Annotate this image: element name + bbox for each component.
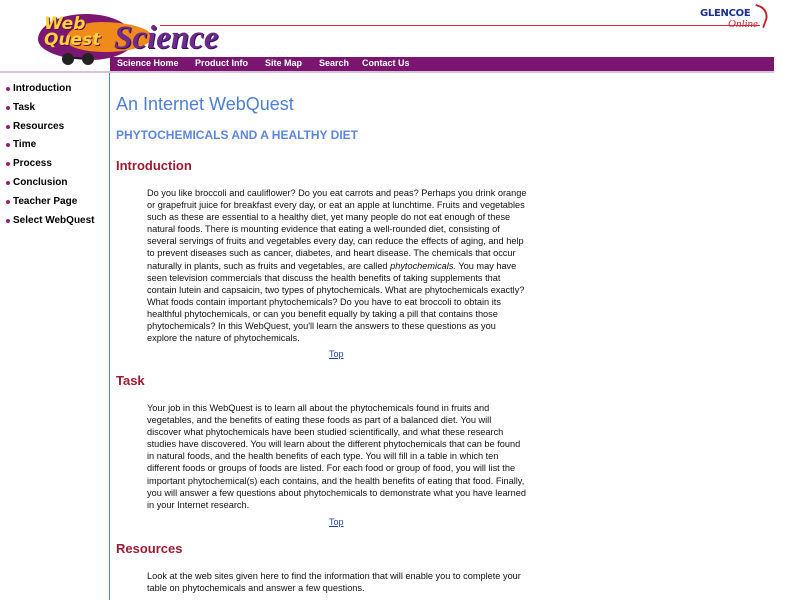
science-logo[interactable]: Science — [114, 20, 219, 56]
bullet-icon — [6, 125, 10, 129]
sidebar-item-resources[interactable] — [0, 118, 108, 137]
bullet-icon — [6, 106, 10, 110]
sidebar-item-conclusion[interactable] — [0, 174, 108, 193]
sidebar-divider — [109, 73, 110, 600]
top-link[interactable]: Top — [329, 349, 344, 359]
sidebar-item-label: Introduction — [13, 83, 72, 94]
introduction-heading: Introduction — [116, 158, 192, 173]
introduction-text-italic: phytochemicals. — [390, 260, 456, 271]
sidebar-item-label: Task — [13, 101, 36, 113]
nav-search[interactable]: Search — [319, 58, 350, 68]
sidebar-item-label: Select WebQuest — [13, 214, 95, 226]
sidebar-item-task[interactable] — [0, 99, 108, 118]
introduction-text-a: Do you like broccoli and cauliflower? Do you eat carrots and peas? Perhaps you drink orange or grapefruit juice for breakfast every day, or eat an apple at lunchtime. Fruits and vegetables such as these are essential to a healthy diet, yet many people do not eat enough of these natural foods. There is mounting evidence that eating a well-rounded diet, consisting of several servings of fruits and vegetables every day, can reduce the effects of aging, and help to prevent diseases such as cancer, diabetes, and heart disease. The chemicals that occur naturally in plants, such as fruits and vegetables, are called — [147, 188, 527, 271]
task-paragraph: Your job in this WebQuest is to learn all about the phytochemicals found in fruits and vegetables, and the benefits of eating these foods as part of a balanced diet. You will discover what phytochemicals have been studied scientifically, and what these research studies have discovered. You will learn about the different phytochemicals that can be found in natural foods, and the health benefits of each type. You will fill in a table in which ten different foods or groups of foods are listed. For each food or group of food, you will list the important phytochemical(s) each contains, and the health benefits of eating that food. Finally, you will answer a few questions about phytochemicals to demonstrate what you have learned in your Internet research. — [147, 403, 526, 510]
sidebar-item-label: Resources — [13, 120, 65, 132]
sidebar-item-label: Process — [13, 158, 52, 170]
sidebar-item-label: Time — [13, 139, 37, 151]
sidebar — [0, 80, 108, 230]
bullet-icon — [6, 181, 10, 185]
sidebar-item-time[interactable] — [0, 136, 108, 155]
main-content — [116, 94, 746, 594]
resources-heading: Resources — [116, 541, 183, 556]
bullet-icon — [6, 162, 10, 166]
header-rule — [160, 25, 760, 26]
nav-contact-us[interactable]: Contact Us — [362, 58, 410, 68]
page-subtitle: PHYTOCHEMICALS AND A HEALTHY DIET — [116, 128, 359, 142]
bullet-icon — [6, 143, 10, 147]
sidebar-item-select-webquest[interactable] — [0, 212, 108, 231]
top-nav — [110, 57, 774, 72]
introduction-text-b: You may have seen television commercials that discuss the health benefits of taking supplements that contain lutein and capsaicin, two types of phytochemicals. What are phytochemicals exactly? What foods contain important phytochemicals? Do you have to eat broccoli to obtain its healthful phytochemicals, or can you benefit equally by taking a pill that contains those phytochemicals? In this WebQuest, you'll learn the answers to these questions as you explore the nature of phytochemicals. — [147, 260, 525, 344]
bullet-icon — [6, 87, 10, 91]
header-band — [0, 71, 774, 73]
nav-site-map[interactable]: Site Map — [265, 58, 303, 68]
glasses-icon — [58, 52, 102, 66]
introduction-paragraph — [147, 187, 527, 344]
task-heading: Task — [116, 373, 145, 388]
webquest-logo[interactable]: Web Quest — [44, 14, 101, 50]
sidebar-item-teacher-page[interactable] — [0, 193, 108, 212]
bullet-icon — [6, 219, 10, 223]
bullet-icon — [6, 200, 10, 204]
sidebar-item-introduction[interactable] — [0, 80, 108, 99]
nav-science-home[interactable]: Science Home — [117, 58, 179, 68]
sidebar-item-process[interactable] — [0, 155, 108, 174]
glencoe-logo[interactable]: GLENCOE — [700, 8, 751, 19]
online-logo[interactable]: Online — [728, 18, 758, 30]
sidebar-item-label: Conclusion — [13, 176, 68, 188]
page-title: An Internet WebQuest — [116, 94, 294, 114]
resources-paragraph: Look at the web sites given here to find the information that will enable you to complete your table on phytochemicals and answer a few questions. — [147, 571, 521, 594]
nav-product-info[interactable]: Product Info — [195, 58, 248, 68]
top-link[interactable]: Top — [329, 517, 344, 527]
sidebar-item-label: Teacher Page — [13, 195, 78, 207]
